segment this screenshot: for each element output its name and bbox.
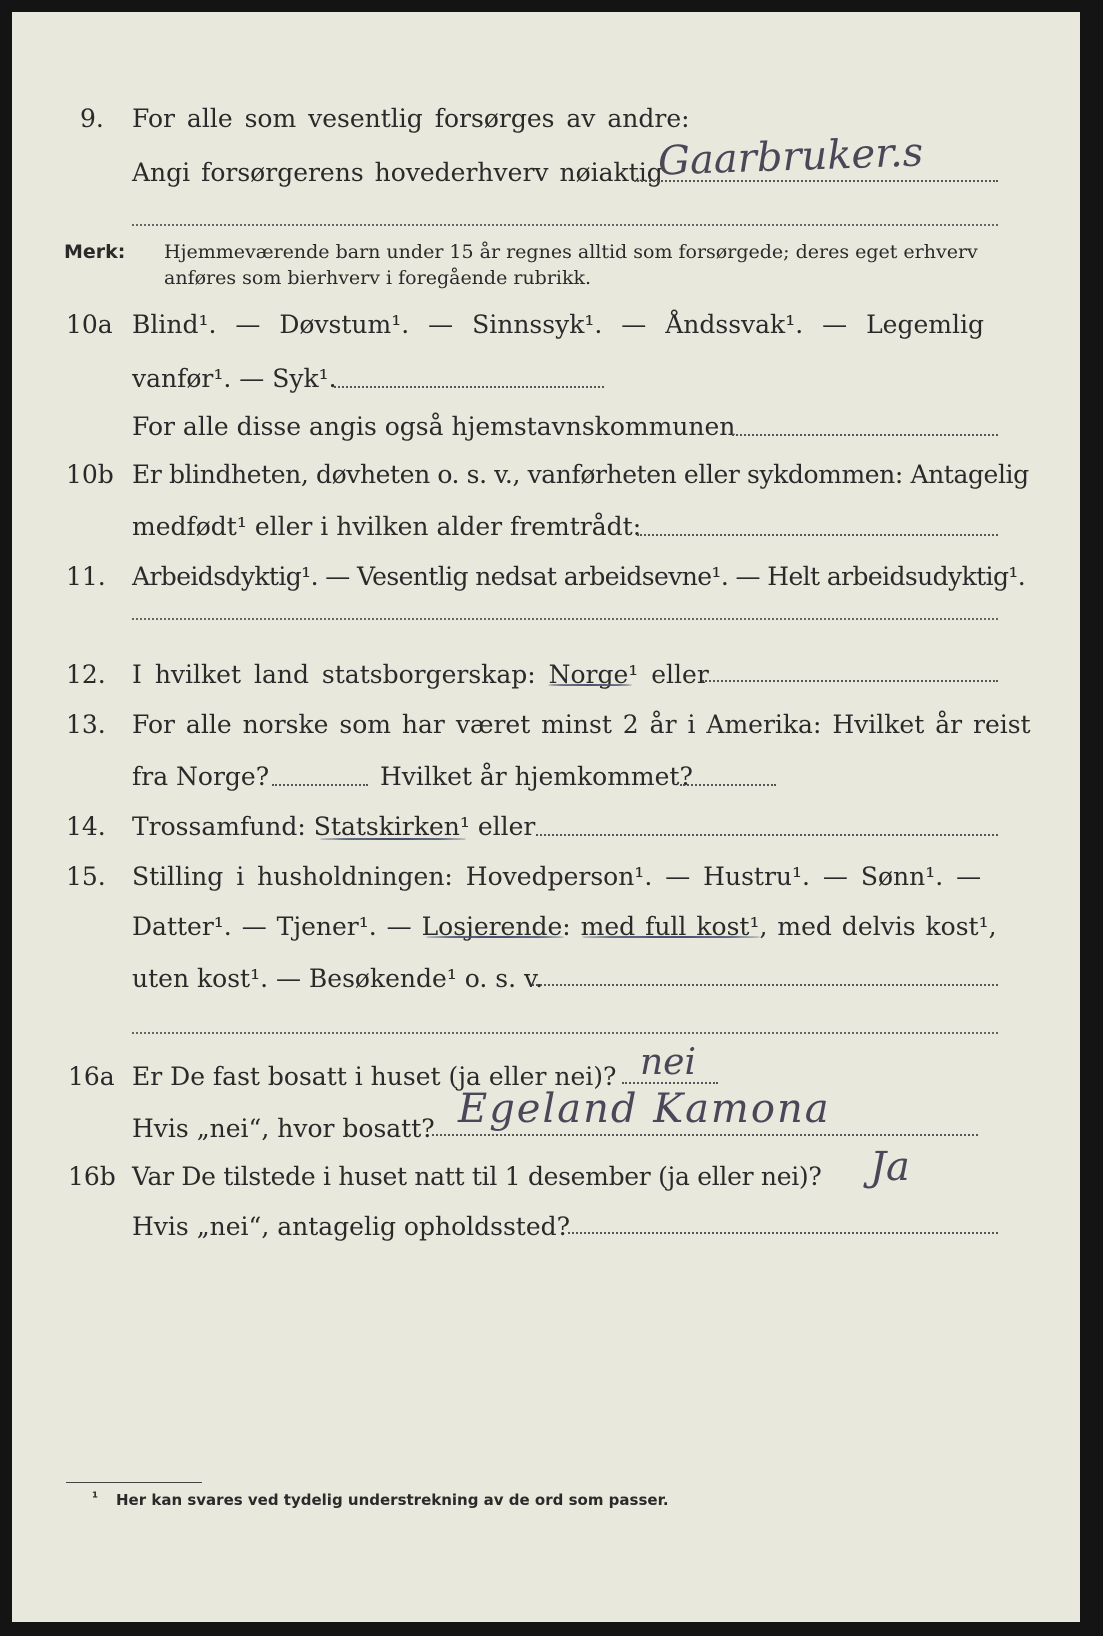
q13-line1: For alle norske som har været minst 2 år i Amerika: Hvilket år reist	[132, 710, 1031, 739]
q12-line1: I hvilket land statsborgerskap: Norge¹ eller	[132, 660, 709, 689]
q15-line2: Datter¹. — Tjener¹. — Losjerende: med full kost¹, med delvis kost¹,	[132, 912, 997, 941]
q9-blank-line	[132, 224, 998, 226]
q14-answer-line	[536, 834, 998, 836]
q15-line3: uten kost¹. — Besøkende¹ o. s. v.	[132, 964, 544, 993]
losjerende-underline	[426, 936, 564, 938]
q9-handwritten-answer: Gaarbruker.s	[657, 129, 924, 185]
statskirken-underline	[320, 838, 466, 840]
q14-number: 14.	[66, 812, 106, 841]
footnote-mark: ¹	[92, 1490, 99, 1506]
q11-blank-line	[132, 618, 998, 620]
q12-answer-line	[702, 680, 998, 682]
q11-line1: Arbeidsdyktig¹. — Vesentlig nedsat arbeidsevne¹. — Helt arbeidsudyktig¹.	[132, 562, 1026, 591]
q10a-line3: For alle disse angis også hjemstavnskommunen	[132, 412, 736, 441]
q9-number: 9.	[80, 104, 104, 133]
merk-label: Merk:	[64, 241, 126, 263]
q10a-line2: vanfør¹. — Syk¹.	[132, 364, 337, 393]
q10a-number: 10a	[66, 310, 113, 339]
q9-line1: For alle som vesentlig forsørges av andre:	[132, 104, 690, 133]
q10b-answer-line	[637, 534, 998, 536]
merk-line2: anføres som bierhverv i foregående rubrikk.	[164, 267, 592, 289]
q16a-handwritten-answer1: nei	[640, 1042, 697, 1083]
q13-reist-line	[272, 784, 368, 786]
q11-number: 11.	[66, 562, 106, 591]
q16b-handwritten-answer1: Ja	[870, 1144, 910, 1190]
q10a-hjemstavn-line	[732, 434, 998, 436]
q16a-answer2-line	[432, 1134, 978, 1136]
q10b-line2: medfødt¹ eller i hvilken alder fremtrådt:	[132, 512, 642, 541]
footnote-text: Her kan svares ved tydelig understrekning av de ord som passer.	[116, 1491, 669, 1509]
census-form-page	[12, 12, 1080, 1622]
q14-line1: Trossamfund: Statskirken¹ eller	[132, 812, 536, 841]
merk-line1: Hjemmeværende barn under 15 år regnes alltid som forsørgede; deres eget erhverv	[164, 241, 978, 263]
q16a-handwritten-answer2: Egeland Kamona	[458, 1086, 831, 1132]
q16a-line1: Er De fast bosatt i huset (ja eller nei)?	[132, 1062, 617, 1091]
q15-answer-line	[532, 984, 998, 986]
q15-number: 15.	[66, 862, 106, 891]
q12-number: 12.	[66, 660, 106, 689]
q15-line1: Stilling i husholdningen: Hovedperson¹. — Hustru¹. — Sønn¹. —	[132, 862, 982, 891]
q16b-line1: Var De tilstede i huset natt til 1 desember (ja eller nei)?	[132, 1162, 822, 1191]
q16b-answer-line	[568, 1232, 998, 1234]
q10b-number: 10b	[66, 460, 114, 489]
q15-blank-line	[132, 1032, 998, 1034]
q10b-line1: Er blindheten, døvheten o. s. v., vanførheten eller sykdommen: Antagelig	[132, 460, 1029, 489]
q16a-line2: Hvis „nei“, hvor bosatt?	[132, 1114, 435, 1143]
q16b-number: 16b	[68, 1162, 116, 1191]
full-kost-underline	[582, 936, 760, 938]
q13-line2a: fra Norge?	[132, 762, 270, 791]
q13-line2b: Hvilket år hjemkommet?	[380, 762, 693, 791]
q10a-line1: Blind¹. — Døvstum¹. — Sinnssyk¹. — Åndssvak¹. — Legemlig	[132, 310, 984, 339]
q10a-syk-line	[334, 386, 604, 388]
q13-number: 13.	[66, 710, 106, 739]
q13-hjemkommet-line	[680, 784, 776, 786]
norge-underline	[548, 684, 632, 686]
q16a-number: 16a	[68, 1062, 115, 1091]
q16b-line2: Hvis „nei“, antagelig opholdssted?	[132, 1212, 571, 1241]
footnote-rule	[66, 1482, 202, 1483]
q9-line2: Angi forsørgerens hovederhverv nøiaktig	[132, 158, 663, 187]
